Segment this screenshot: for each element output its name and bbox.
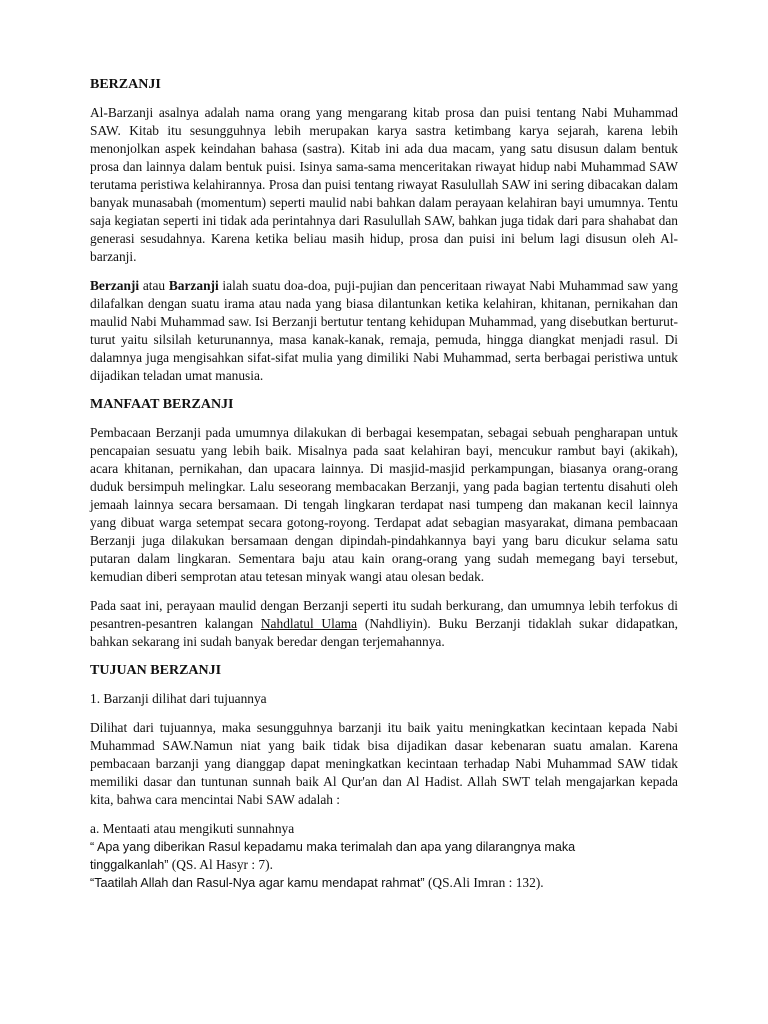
paragraph-berzanji-intro: Al-Barzanji asalnya adalah nama orang yang mengarang kitab prosa dan puisi tentang Nabi Muhammad SAW. Kitab itu sesungguhnya lebih merupakan karya sastra ketimbang karya sejarah, karena lebih menonjolkan aspek keindahan bahasa (sastra). Kitab ini ada dua macam, yang satu disusun dalam bentuk prosa dan lainnya dalam bentuk puisi. Isinya sama-sama menceritakan riwayat hidup nabi Muhammad SAW terutama peristiwa kelahirannya. Prosa dan puisi tentang riwayat Rasulullah SAW ini sering dibacakan dalam banyak munasabah (momentum) seperti maulid nabi bahkan dalam perayaan kelahiran bayi umumnya. Tentu saja kegiatan seperti ini tidak ada perintahnya dari Rasulullah SAW, bahkan juga tidak dari para shahabat dan generasi sesudahnya. Karena ketika beliau masih hidup, prosa dan puisi ini belum lagi disusun oleh Al-barzanji. [90,105,678,264]
text-span: Pada saat ini, perayaan maulid dengan Berzanji seperti itu sudah berkurang, dan umumnya lebih terfokus di pesantren-pesantren kalangan [90,598,678,631]
quote-1-line-2 [90,856,678,874]
quote-2-text: “Taatilah Allah dan Rasul-Nya agar kamu mendapat rahmat” [90,876,425,890]
quote-1-reference: (QS. Al Hasyr : 7). [168,857,273,872]
bold-term-barzanji: Barzanji [168,278,219,293]
quote-2-reference: (QS.Ali Imran : 132). [424,875,544,890]
list-item-1: 1. Barzanji dilihat dari tujuannya [90,691,267,706]
nahdlatul-ulama-link[interactable]: Nahdlatul Ulama [260,616,358,631]
paragraph-manfaat-2 [90,597,678,651]
bold-term-berzanji: Berzanji [90,278,140,293]
heading-manfaat: MANFAAT BERZANJI [90,397,234,412]
paragraph-berzanji-definition [90,277,678,385]
heading-tujuan: TUJUAN BERZANJI [90,663,222,678]
text-span: atau [139,278,169,293]
sub-item-a: a. Mentaati atau mengikuti sunnahnya [90,821,295,836]
quote-1-line-1 [90,838,678,856]
quote-1-text-b: tinggalkanlah” [90,858,169,872]
text-span: (Nahdliyin). Buku Berzanji tidaklah sukar didapatkan, bahkan sekarang ini sudah banyak beredar dengan terjemahannya. [90,616,678,649]
text-span: ialah suatu doa-doa, puji-pujian dan penceritaan riwayat Nabi Muhammad saw yang dilafalkan dengan suatu irama atau nada yang biasa dilantunkan ketika kelahiran, khitanan, pernikahan dan maulid Nabi Muhammad saw. Isi Berzanji bertutur tentang kehidupan Muhammad, yang disebutkan berturut-turut yaitu silsilah keturunannya, masa kanak-kanak, remaja, pemuda, hingga diangkat menjadi rasul. Di dalamnya juga mengisahkan sifat-sifat mulia yang dimiliki Nabi Muhammad, serta berbagai peristiwa untuk dijadikan teladan umat manusia. [90,278,678,383]
quote-1-text-a: “ Apa yang diberikan Rasul kepadamu maka terimalah dan apa yang dilarangnya maka [90,840,576,854]
heading-berzanji: BERZANJI [90,77,161,92]
paragraph-manfaat-1: Pembacaan Berzanji pada umumnya dilakukan di berbagai kesempatan, sebagai sebuah pengharapan untuk pencapaian sesuatu yang lebih baik. Misalnya pada saat kelahiran bayi, mencukur rambut bayi (akikah), acara khitanan, pernikahan, dan upacara lainnya. Di masjid-masjid perkampungan, biasanya orang-orang duduk bersimpuh melingkar. Lalu seseorang membacakan Berzanji, yang pada bagian tertentu disahuti oleh jemaah lainnya secara bersamaan. Di tengah lingkaran terdapat nasi tumpeng dan makanan kecil lainnya yang dibuat warga setempat secara gotong-royong. Terdapat adat sebagian masyarakat, dimana pembacaan Berzanji juga dilakukan bersamaan dengan dipindah-pindahkannya bayi yang baru dicukur selama satu putaran dalam lingkaran. Sementara baju atau kain orang-orang yang sudah memegang bayi tersebut, kemudian diberi semprotan atau tetesan minyak wangi atau olesan bedak. [90,425,678,584]
paragraph-tujuan-1: Dilihat dari tujuannya, maka sesungguhnya barzanji itu baik yaitu meningkatkan kecintaan kepada Nabi Muhammad SAW.Namun niat yang baik tidak bisa dijadikan dasar kebenaran suatu amalan. Karena pembacaan barzanji yang dianggap dapat meningkatkan kecintaan terhadap Nabi Muhammad SAW tidak memiliki dasar dan tuntunan sunnah baik Al Qur'an dan Al Hadist. Allah SWT telah mengajarkan kepada kita, bahwa cara mencintai Nabi SAW adalah : [90,720,678,807]
quote-2-line [90,874,678,892]
